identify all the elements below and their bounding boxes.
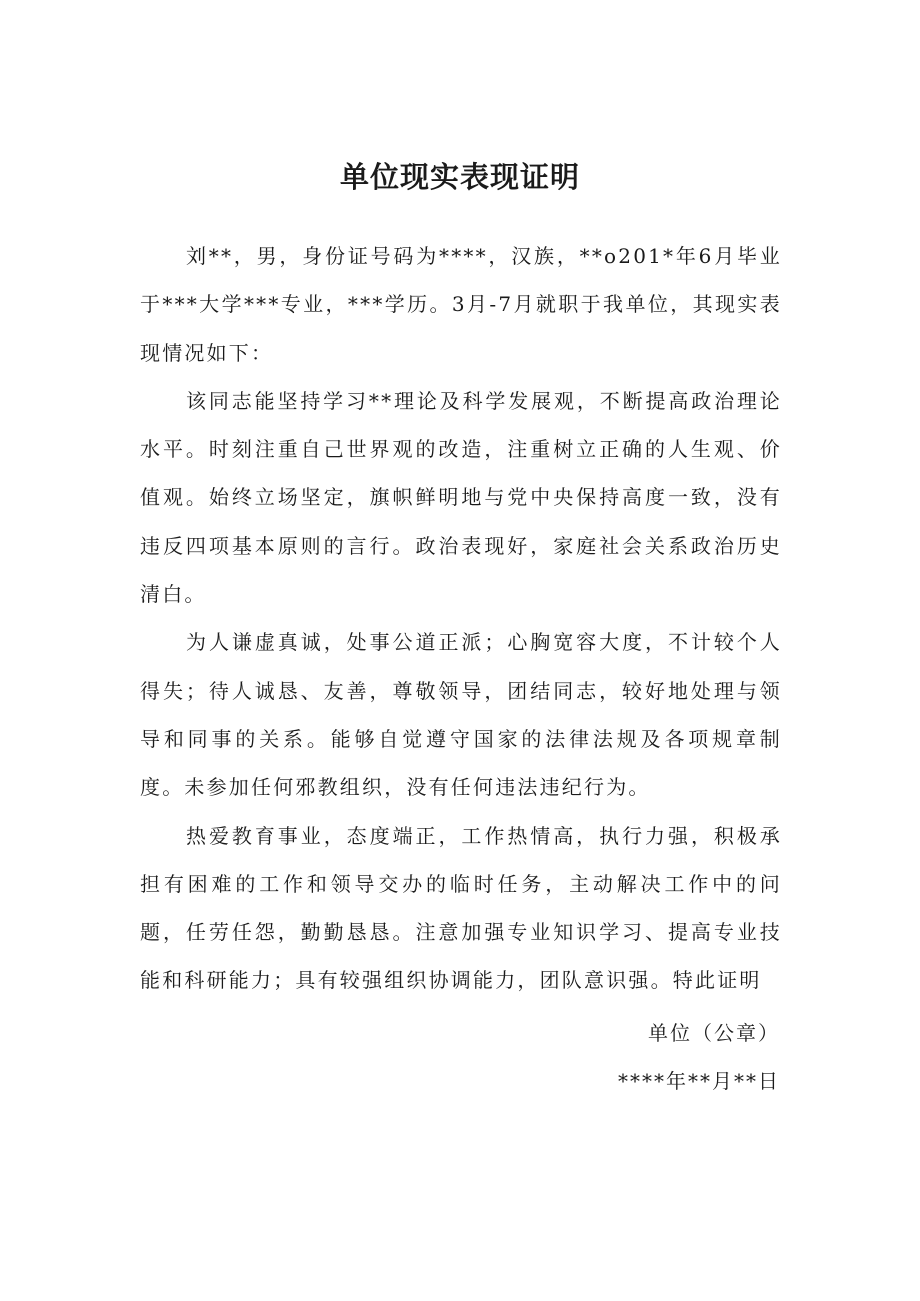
- paragraph-conduct: 为人谦虚真诚，处事公道正派；心胸宽容大度，不计较个人得失；待人诚恳、友善，尊敬领导，团结同志，较好地处理与领导和同事的关系。能够自觉遵守国家的法律法规及各项规章制度。未参加任何邪教组织，没有任何违法违纪行为。: [140, 630, 782, 800]
- page-title: 单位现实表现证明: [339, 160, 580, 194]
- signature-date: ****年**月**日: [618, 1069, 780, 1093]
- paragraph-work: 热爱教育事业，态度端正，工作热情高，执行力强，积极承担有困难的工作和领导交办的临时任务，主动解决工作中的问题，任劳任怨，勤勤恳恳。注意加强专业知识学习、提高专业技能和科研能力；具有较强组织协调能力，团队意识强。特此证明: [140, 823, 782, 993]
- signature-unit-seal: 单位（公章）: [648, 1021, 780, 1045]
- paragraph-political: 该同志能坚持学习**理论及科学发展观，不断提高政治理论水平。时刻注重自己世界观的改造，注重树立正确的人生观、价值观。始终立场坚定，旗帜鲜明地与党中央保持高度一致，没有违反四项基本原则的言行。政治表现好，家庭社会关系政治历史清白。: [140, 388, 782, 607]
- paragraph-personal-info: 刘**，男，身份证号码为****，汉族，**o201*年6月毕业于***大学***专业，***学历。3月-7月就职于我单位，其现实表现情况如下：: [140, 244, 782, 365]
- certificate-body: [140, 232, 782, 1005]
